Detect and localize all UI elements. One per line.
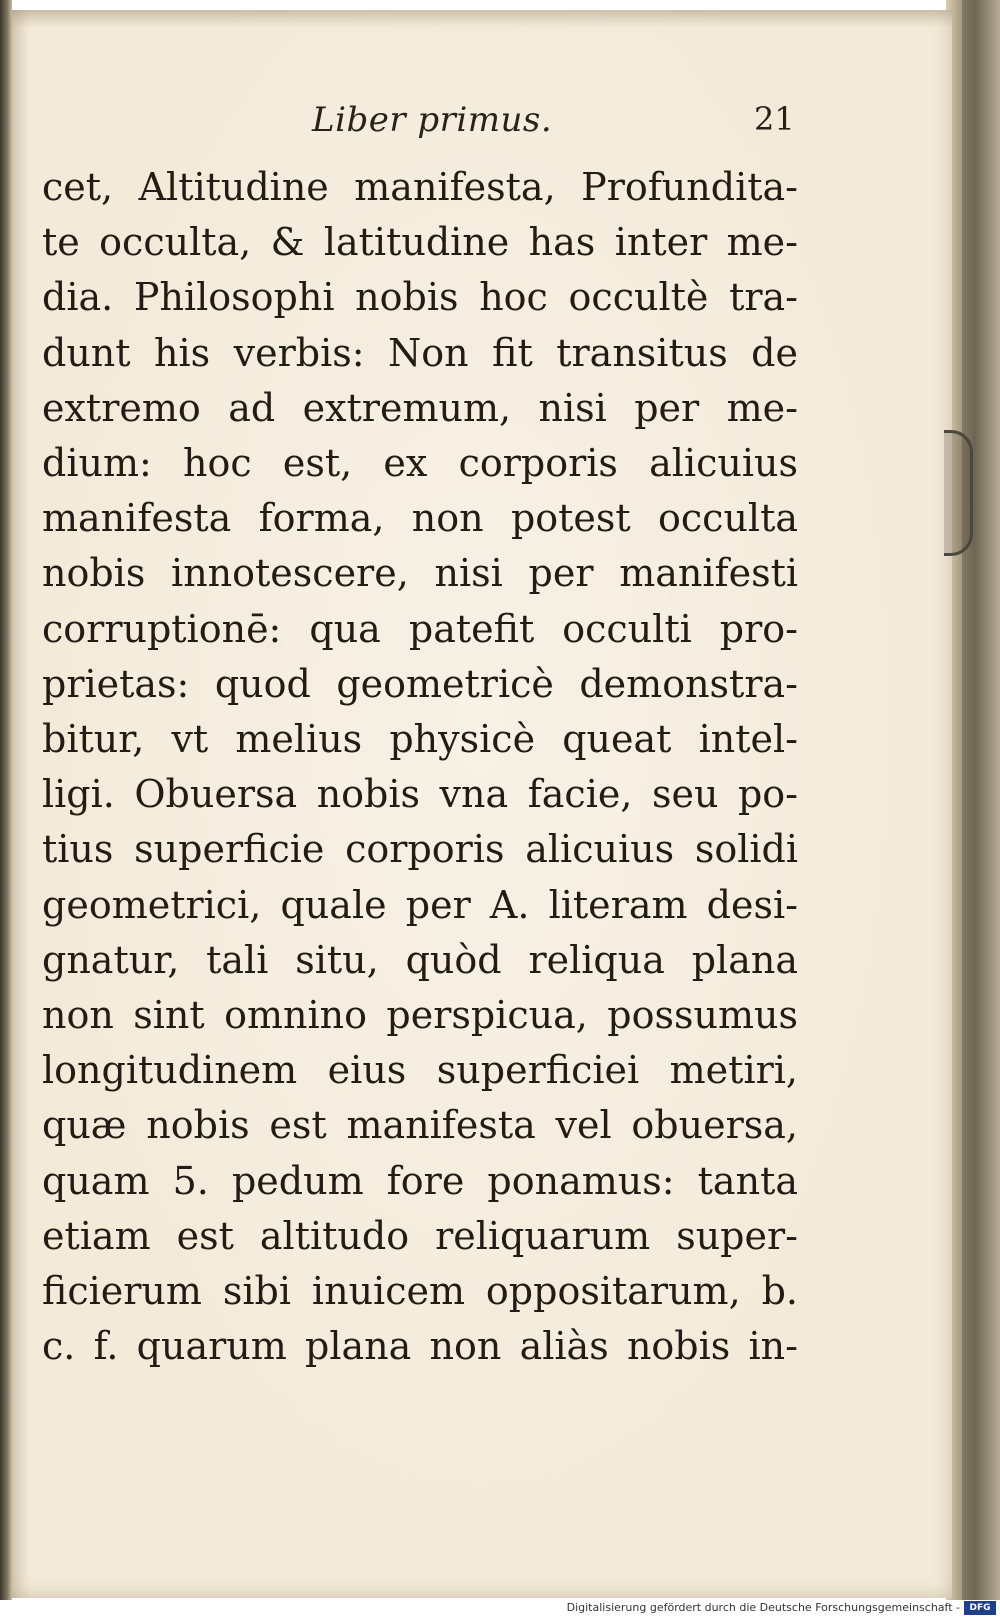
text-line: quam 5. pedum fore ponamus: tanta — [42, 1158, 798, 1203]
text-line: prietas: quod geometricè demonstra- — [42, 661, 798, 706]
text-line: cet, Altitudine manifesta, Profundita- — [42, 165, 798, 209]
text-line: nobis innotescere, nisi per manifesti — [42, 551, 798, 596]
text-line: longitudinem eius superficiei metiri, — [42, 1048, 798, 1093]
running-head: Liber primus. — [312, 100, 553, 140]
text-line: extremo ad extremum, nisi per me- — [42, 385, 798, 430]
text-line: dunt his verbis: Non fit transitus de — [42, 330, 798, 375]
text-line: non sint omnino perspicua, possumus — [42, 993, 798, 1038]
text-line: bitur, vt melius physicè queat intel- — [42, 717, 798, 762]
body-text — [42, 160, 798, 1374]
binding-edge — [0, 0, 12, 1600]
text-line: dium: hoc est, ex corporis alicuius — [42, 441, 798, 486]
text-line: dia. Philosophi nobis hoc occultè tra- — [42, 275, 798, 320]
text-line: ligi. Obuersa nobis vna facie, seu po- — [42, 772, 798, 817]
digitization-credit: Digitalisierung gefördert durch die Deutsche Forschungsgemeinschaft - — [566, 1601, 960, 1614]
text-line: manifesta forma, non potest occulta — [42, 496, 798, 541]
text-line: c. f. quarum plana non aliàs nobis in- — [42, 1324, 798, 1369]
text-line: quæ nobis est manifesta vel obuersa, — [42, 1103, 798, 1148]
page-clip — [944, 430, 973, 556]
page-number: 21 — [754, 100, 795, 138]
text-line: tius superficie corporis alicuius solidi — [42, 827, 798, 872]
dfg-logo: DFG — [964, 1601, 996, 1615]
text-line: gnatur, tali situ, quòd reliqua plana — [42, 937, 798, 982]
text-line: ficierum sibi inuicem oppositarum, b. — [42, 1269, 798, 1314]
text-line: etiam est altitudo reliquarum super- — [42, 1213, 798, 1258]
text-line: te occulta, & latitudine has inter me- — [42, 220, 798, 265]
text-line: geometrici, quale per A. literam desi- — [42, 882, 798, 927]
book-cover-edge — [958, 0, 1000, 1600]
text-line: corruptionē: qua patefit occulti pro- — [42, 606, 798, 651]
